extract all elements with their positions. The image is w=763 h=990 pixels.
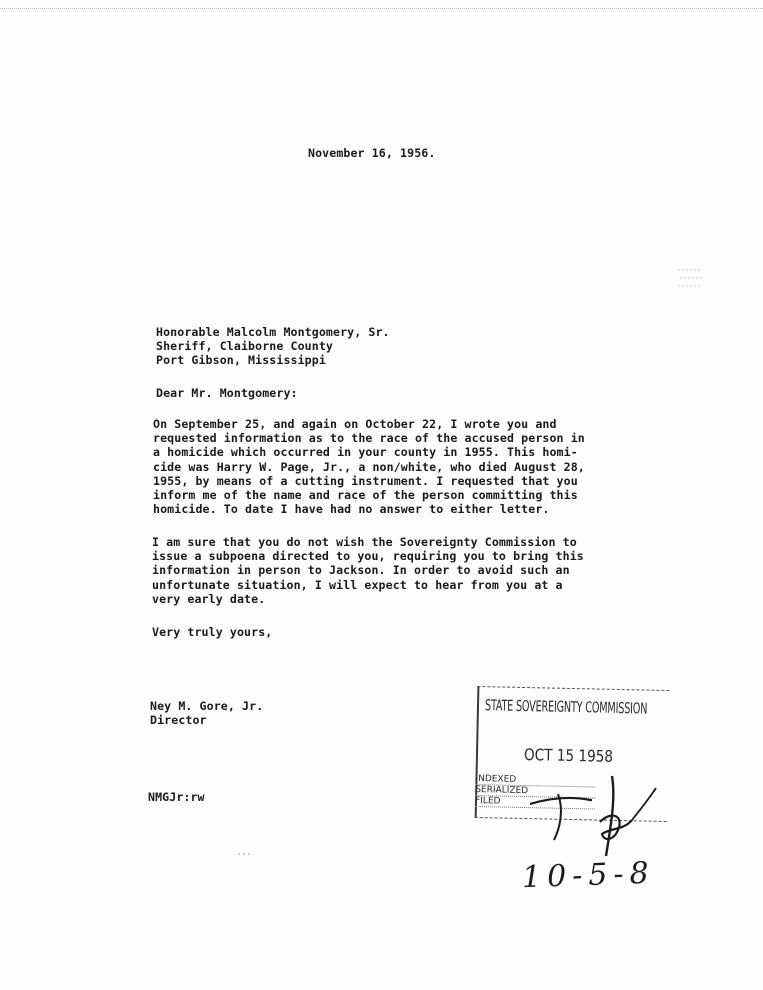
complimentary-closing: Very truly yours, (152, 625, 273, 639)
address-line: Sheriff, Claiborne County (156, 339, 334, 354)
paragraph-line: cide was Harry W. Page, Jr., a non/white, who died August 28, (153, 459, 585, 474)
letter-date: November 16, 1956. (308, 146, 436, 160)
page-top-edge (0, 0, 763, 9)
signer-name: Ney M. Gore, Jr. (150, 699, 264, 713)
paragraph-line: homicide. To date I have had no answer to either letter. (153, 502, 550, 517)
address-line: Honorable Malcolm Montgomery, Sr. (156, 325, 390, 339)
paper-speck (238, 852, 256, 856)
stamp-field-indexed: INDEXED (475, 774, 595, 788)
margin-smudge (676, 266, 706, 292)
stamp-title: STATE SOVEREIGNTY COMMISSION (484, 696, 648, 718)
address-line: Port Gibson, Mississippi (156, 353, 326, 368)
paragraph-line: inform me of the name and race of the person committing this (153, 488, 578, 503)
paragraph-line: a homicide which occurred in your county in 1955. This homi- (153, 445, 578, 460)
paragraph-line: requested information as to the race of the accused person in (153, 431, 585, 446)
paragraph-line: 1955, by means of a cutting instrument. I requested that you (153, 473, 578, 488)
signer-title: Director (150, 713, 207, 728)
handwritten-initials-scribble (520, 770, 660, 860)
paragraph-line: On September 25, and again on October 22, I wrote you and (153, 417, 557, 431)
paragraph-line: I am sure that you do not wish the Sovereignty Commission to (152, 535, 577, 549)
stamp-field-filed: FILED (475, 796, 595, 810)
handwritten-file-number: 10-5-8 (521, 855, 656, 896)
stamp-date: OCT 15 1958 (523, 744, 614, 766)
paragraph-line: very early date. (152, 591, 266, 606)
recipient-address (156, 325, 390, 368)
body-paragraph-2 (152, 535, 584, 606)
salutation: Dear Mr. Montgomery: (156, 386, 298, 400)
body-paragraph-1 (153, 417, 585, 516)
paragraph-line: information in person to Jackson. In order to avoid such an (152, 563, 570, 578)
reference-initials: NMGJr:rw (148, 790, 205, 804)
paragraph-line: unfortunate situation, I will expect to hear from you at a (152, 577, 563, 592)
signature-block (150, 699, 263, 727)
stamp-field-serialized: SERIALIZED (475, 785, 595, 799)
paragraph-line: issue a subpoena directed to you, requiring you to bring this (152, 549, 584, 564)
